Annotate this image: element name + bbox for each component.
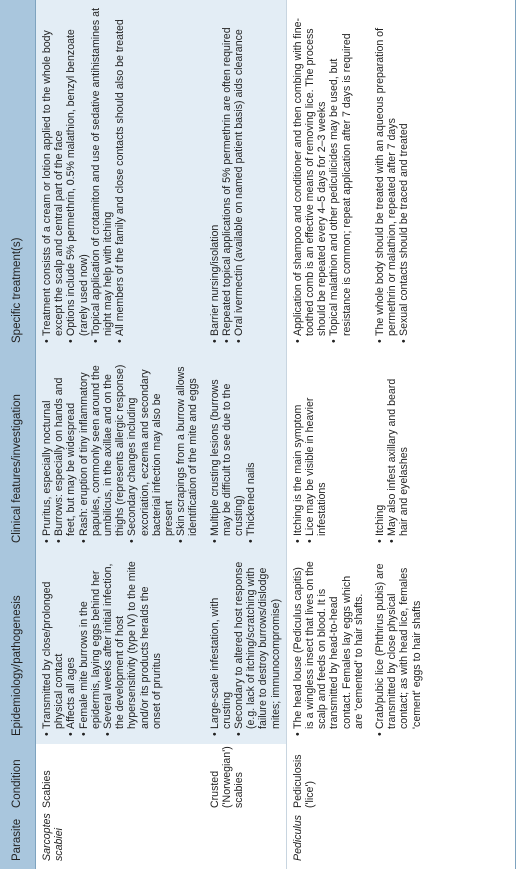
treatment-cell — [369, 0, 427, 351]
header-treatment: Specific treatment(s) — [0, 0, 36, 351]
condition-cell — [369, 744, 427, 816]
list-item: • Pruritus, especially nocturnal — [41, 359, 53, 543]
clinical-cell — [286, 351, 369, 551]
list-item: • Barrier nursing/isolation — [209, 8, 221, 343]
list-item: • The whole body should be treated with an aqueous preparation of permethrin or malathion, repeated after 7 days — [374, 8, 398, 343]
list-item: • The head louse (Pediculus capitis) is a wingless insect that lives on the scalp and feeds on blood. It is transmitted by head-to-head contact. Females lay eggs which are 'cemented' to hair shafts. — [292, 559, 365, 736]
list-item: • Multiple crusting lesions (burrows may be difficult to see due to the crusting) — [209, 359, 246, 543]
parasite-cell — [204, 816, 287, 869]
list-item: • Treatment consists of a cream or lotion applied to the whole body except the scalp and central part of the face — [41, 8, 65, 343]
list-item: • Female mite burrows in the epidermis, laying eggs behind her — [78, 559, 102, 736]
condition-cell: Scabies — [36, 744, 204, 816]
condition-cell: Crusted ('Norwegian') scabies — [204, 744, 287, 816]
list-item: • Affects all ages — [65, 559, 77, 736]
clinical-cell — [369, 351, 427, 551]
list-item: • Repeated topical applications of 5% permethrin are often required — [221, 8, 233, 343]
list-item: • Itching is the main symptom — [292, 359, 304, 543]
epidemiology-cell — [204, 551, 287, 744]
list-item: • Skin scrapings from a burrow allows identification of the mite and eggs — [175, 359, 199, 543]
list-item: • Secondary to altered host response (e.g. lack of itching/scratching with failure to destroy burrows/dislodge mites; immunocompromise) — [233, 559, 282, 736]
table-row-crusted-scabies — [204, 0, 287, 869]
list-item: • Crab/pubic lice (Phthirus pubis) are transmitted by close physical contact; as with head lice, females 'cement' eggs to hair shafts — [374, 559, 423, 736]
treatment-cell — [36, 0, 204, 351]
clinical-cell — [36, 351, 204, 551]
clinical-cell — [204, 351, 287, 551]
list-item: • Thickened nails — [245, 359, 257, 543]
list-item: • Options include 5% permethrin, 0.5% malathion, benzyl benzoate (rarely used now) — [65, 8, 89, 343]
condition-cell: Pediculosis ('lice') — [286, 744, 369, 816]
list-item: • Secondary changes including excoriation, eczema and secondary bacterial infection may also be present — [126, 359, 175, 543]
list-item: • Itching — [374, 359, 386, 543]
header-clinical: Clinical features/investigation — [0, 351, 36, 551]
list-item: • May also infest axillary and beard hair and eyelashes — [386, 359, 410, 543]
list-item: • Large-scale infestation, with crusting — [209, 559, 233, 736]
table-row-scabies — [36, 0, 204, 869]
parasite-cell: Pediculus — [286, 816, 369, 869]
epidemiology-cell — [369, 551, 427, 744]
header-epidemiology: Epidemiology/pathogenesis — [0, 551, 36, 744]
list-item: • Topical malathion and other pediculicides may be used, but resistance is common; repeat application after 7 days is required — [328, 8, 352, 343]
list-item: • Transmitted by close/prolonged physical contact — [41, 559, 65, 736]
table-bottom-rule — [515, 0, 516, 869]
parasite-cell: Sarcoptes scabiei — [36, 816, 204, 869]
epidemiology-cell — [286, 551, 369, 744]
table-header-row — [0, 0, 36, 869]
list-item: • Several weeks after initial infection, the development of host hypersensitivity (type IV) to the mite and/or its products heralds the onset of pruritus — [102, 559, 163, 736]
list-item: • All members of the family and close contacts should also be treated — [114, 8, 126, 343]
header-parasite: Parasite — [0, 816, 36, 869]
list-item: • Topical application of crotamiton and use of sedative antihistamines at night may help with itching — [90, 8, 114, 343]
table-row-pediculosis — [286, 0, 369, 869]
treatment-cell — [204, 0, 287, 351]
table-row-crab-lice — [369, 0, 427, 869]
header-condition: Condition — [0, 744, 36, 816]
list-item: • Oral ivermectin (available on named patient basis) aids clearance — [233, 8, 245, 343]
list-item: • Burrows: especially on hands and feet, but may be widespread — [53, 359, 77, 543]
list-item: • Lice may be visible in heavier infestations — [304, 359, 328, 543]
treatment-cell — [286, 0, 369, 351]
list-item: • Application of shampoo and conditioner and then combing with fine-toothed comb is an effective means of removing lice. The process should be repeated every 4–5 days for 2–3 weeks — [292, 8, 329, 343]
epidemiology-cell — [36, 551, 204, 744]
list-item: • Rash: eruption of tiny inflammatory papules, commonly seen around the umbilicus, in the axillae and on the thighs (represents allergic response) — [78, 359, 127, 543]
parasite-cell — [369, 816, 427, 869]
list-item: • Sexual contacts should be traced and treated — [398, 8, 410, 343]
